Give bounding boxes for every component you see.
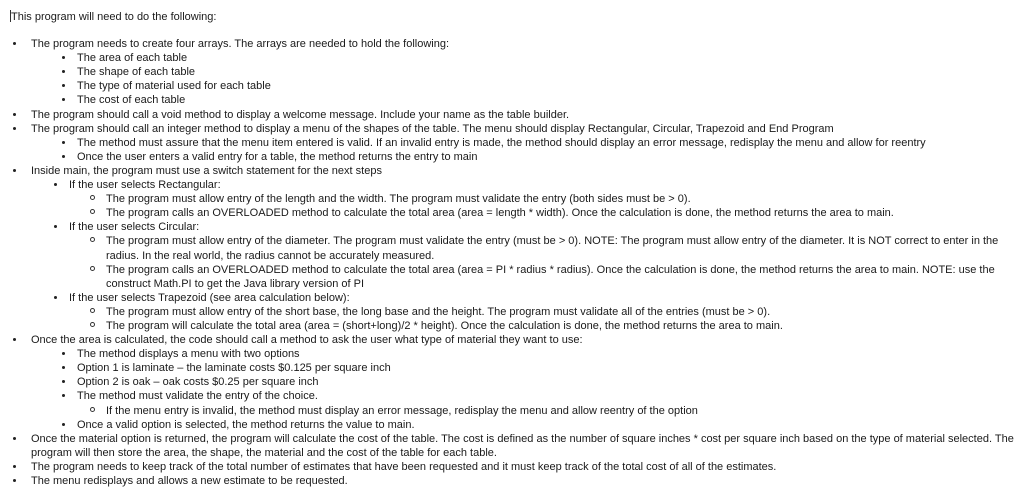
bullet-icon [59,79,67,93]
circle-bullet-icon [88,206,96,220]
bullet-icon [59,51,67,65]
requirements-list [10,37,1024,488]
list-item-text: The program will calculate the total area (area = (short+long)/2 * height). Once the calculation is done, the method returns the area to main. [106,319,783,332]
list-item [10,333,1024,432]
bullet-icon [10,333,18,347]
list-item [10,460,1024,474]
list-item [31,319,1024,333]
list-item-text: The method must validate the entry of the choice. [77,390,318,403]
list-item [31,65,1024,79]
circle-bullet-icon [88,319,96,333]
bullet-icon [51,178,59,192]
list-item-text: The menu redisplays and allows a new estimate to be requested. [31,475,348,487]
list-item [31,361,1024,375]
list-item-text: Once the user enters a valid entry for a table, the method returns the entry to main [77,150,478,163]
bullet-icon [10,37,18,51]
bullet-icon [10,460,18,474]
list-item-text: If the menu entry is invalid, the method must display an error message, redisplay the menu and allow reentry of the option [106,404,698,417]
bullet-icon [51,220,59,234]
bullet-icon [10,164,18,178]
bullet-icon [59,93,67,107]
list-item-text: If the user selects Rectangular: [69,179,221,192]
list-item [31,192,1024,206]
list-item [10,164,1024,333]
list-item-text: The program needs to create four arrays. The arrays are needed to hold the following: [31,38,450,51]
list-item-text: Inside main, the program must use a switch statement for the next steps [31,164,382,177]
bullet-icon [59,136,67,150]
list-item [31,178,1024,220]
bullet-icon [10,108,18,122]
list-item [31,206,1024,220]
circle-bullet-icon [88,305,96,319]
list-item [31,389,1024,417]
circle-bullet-icon [88,192,96,206]
list-item-text: The type of material used for each table [77,80,271,93]
circle-bullet-icon [88,234,96,248]
list-item-text: The program should call a void method to display a welcome message. Include your name as the table builder. [31,108,570,121]
list-item [31,150,1024,164]
bullet-icon [59,361,67,375]
list-item [31,375,1024,389]
bullet-icon [59,418,67,432]
list-item-text: Once a valid option is selected, the method returns the value to main. [77,418,415,431]
list-item-text: The program calls an OVERLOADED method to calculate the total area (area = PI * radius * radius). Once the calculation is done, the method returns the area to main. NOTE: use the construct Math.PI to get the Java library version of PI [106,263,995,290]
list-item-text: If the user selects Circular: [69,221,200,234]
list-item [10,37,1024,107]
list-item-text: The program calls an OVERLOADED method to calculate the total area (area = length * width). Once the calculation is done, the method returns the area to main. [106,207,894,220]
list-item-text: Option 2 is oak – oak costs $0.25 per square inch [77,376,319,389]
intro-text: This program will need to do the following: [11,11,217,23]
list-item [31,93,1024,107]
bullet-icon [59,150,67,164]
bullet-icon [59,65,67,79]
list-item-text: The method displays a menu with two options [77,348,300,361]
bullet-icon [59,347,67,361]
intro-line [10,10,1024,24]
list-item-text: The program must allow entry of the diameter. The program must validate the entry (must be > 0). NOTE: The program must allow entry of the diameter. It is NOT correct to enter in the radius. In the real world, the radius cannot be accurately measured. [106,235,999,262]
list-item-text: Option 1 is laminate – the laminate costs $0.125 per square inch [77,362,391,375]
list-item [31,51,1024,65]
list-item [31,136,1024,150]
circle-bullet-icon [88,404,96,418]
list-item [31,418,1024,432]
list-item [31,79,1024,93]
list-item [31,347,1024,361]
list-item-text: The program should call an integer method to display a menu of the shapes of the table. The menu should display Rectangular, Circular, Trapezoid and End Program [31,122,834,135]
bullet-icon [59,375,67,389]
list-item [31,404,1024,418]
list-item-text: The program must allow entry of the length and the width. The program must validate the entry (both sides must be > 0). [106,193,691,206]
list-item [31,305,1024,319]
list-item-text: If the user selects Trapezoid (see area calculation below): [69,291,350,304]
list-item [31,291,1024,333]
list-item [10,432,1024,460]
list-item-text: The shape of each table [77,66,196,79]
list-item-text: The cost of each table [77,94,186,107]
bullet-icon [10,432,18,446]
list-item [31,220,1024,290]
list-item [31,234,1024,262]
bullet-icon [10,122,18,136]
list-item [10,122,1024,164]
list-item-text: Once the material option is returned, the program will calculate the cost of the table. The cost is defined as the number of square inches * cost per square inch based on the type of material selected. The program will then store the area, the shape, the material and the cost of the table for each table. [31,432,1014,459]
circle-bullet-icon [88,263,96,277]
bullet-icon [51,291,59,305]
list-item-text: Once the area is calculated, the code should call a method to ask the user what type of material they want to use: [31,334,583,347]
bullet-icon [59,389,67,403]
list-item-text: The method must assure that the menu item entered is valid. If an invalid entry is made, the method should display an error message, redisplay the menu and allow for reentry [77,136,926,149]
list-item [10,474,1024,488]
list-item-text: The program must allow entry of the short base, the long base and the height. The program must validate all of the entries (must be > 0). [106,305,771,318]
list-item [10,108,1024,122]
list-item [31,263,1024,291]
bullet-icon [10,474,18,488]
list-item-text: The area of each table [77,52,188,65]
list-item-text: The program needs to keep track of the total number of estimates that have been requested and it must keep track of the total cost of all of the estimates. [31,460,777,473]
